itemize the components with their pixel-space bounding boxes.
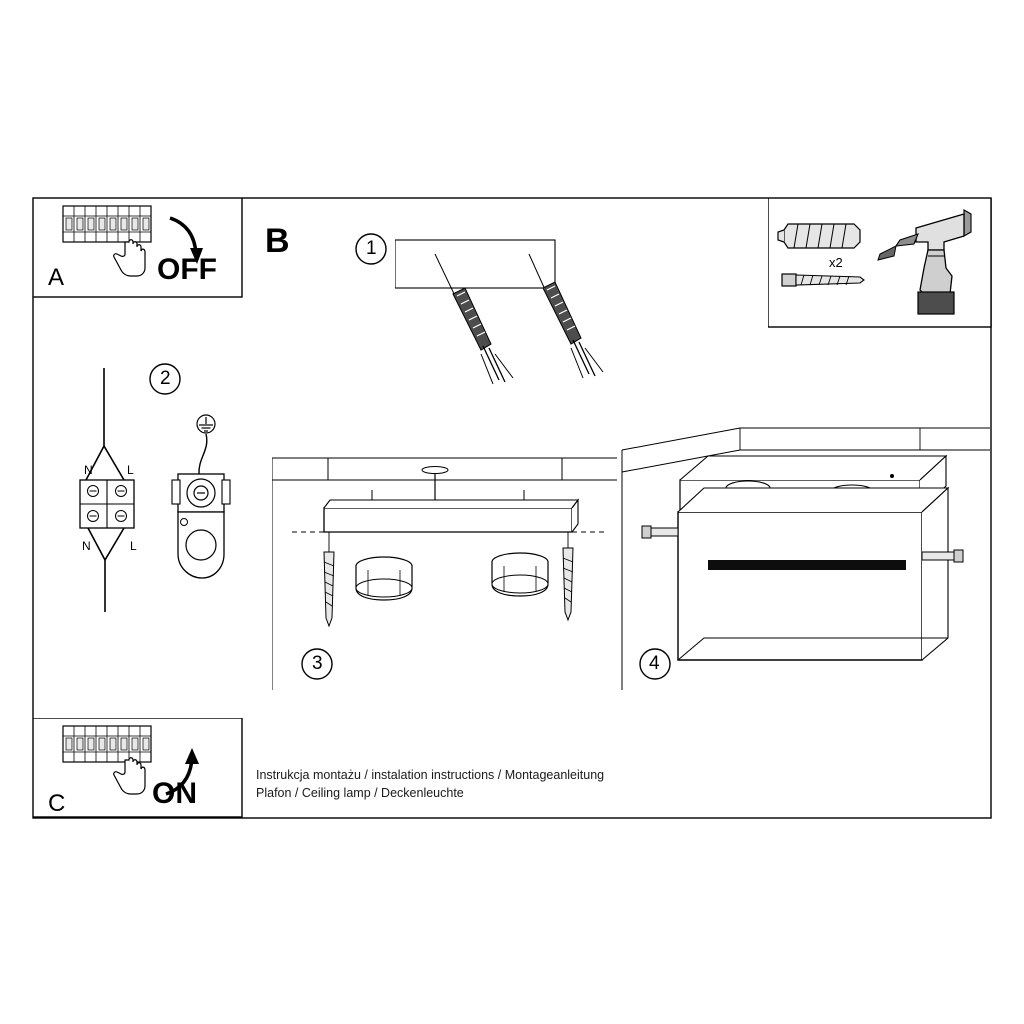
step-3-number: 3 bbox=[312, 653, 323, 674]
panel-c-letter: C bbox=[48, 790, 66, 817]
tools-quantity-label: x2 bbox=[829, 255, 843, 270]
side-screw-left bbox=[642, 526, 678, 538]
step-1-number: 1 bbox=[366, 238, 377, 259]
terminal-block-icon bbox=[80, 480, 134, 528]
step-4-number: 4 bbox=[649, 653, 660, 674]
screw-left-icon bbox=[324, 532, 334, 626]
footer-product-name: Plafon / Ceiling lamp / Deckenleuchte bbox=[256, 786, 464, 800]
earth-ground-icon bbox=[197, 415, 215, 433]
cable-gland-illustration bbox=[168, 412, 248, 597]
circuit-breaker-icon bbox=[63, 726, 151, 762]
step-2-number: 2 bbox=[160, 368, 171, 389]
panel-b-letter: B bbox=[265, 222, 290, 260]
circuit-breaker-icon bbox=[63, 206, 151, 242]
wiring-label-n-top: N bbox=[84, 463, 93, 477]
wiring-label-l-top: L bbox=[127, 463, 134, 477]
lamp-head-left bbox=[356, 557, 412, 600]
lamp-head-right bbox=[492, 553, 548, 596]
panel-c-action-label: ON bbox=[152, 777, 197, 810]
wiring-label-n-bottom: N bbox=[82, 539, 91, 553]
step-4-illustration bbox=[620, 420, 992, 700]
wiring-label-l-bottom: L bbox=[130, 539, 137, 553]
side-screw-right bbox=[922, 550, 963, 562]
step-1-illustration bbox=[395, 232, 645, 412]
footer-instruction-title: Instrukcja montażu / instalation instructions / Montageanleitung bbox=[256, 768, 605, 782]
tools-panel bbox=[768, 198, 992, 328]
panel-a-letter: A bbox=[48, 264, 65, 291]
screw-right-icon bbox=[563, 532, 573, 620]
panel-a-action-label: OFF bbox=[157, 253, 217, 286]
cable-gland-icon bbox=[172, 474, 230, 578]
wall-plug-icon bbox=[778, 224, 860, 248]
